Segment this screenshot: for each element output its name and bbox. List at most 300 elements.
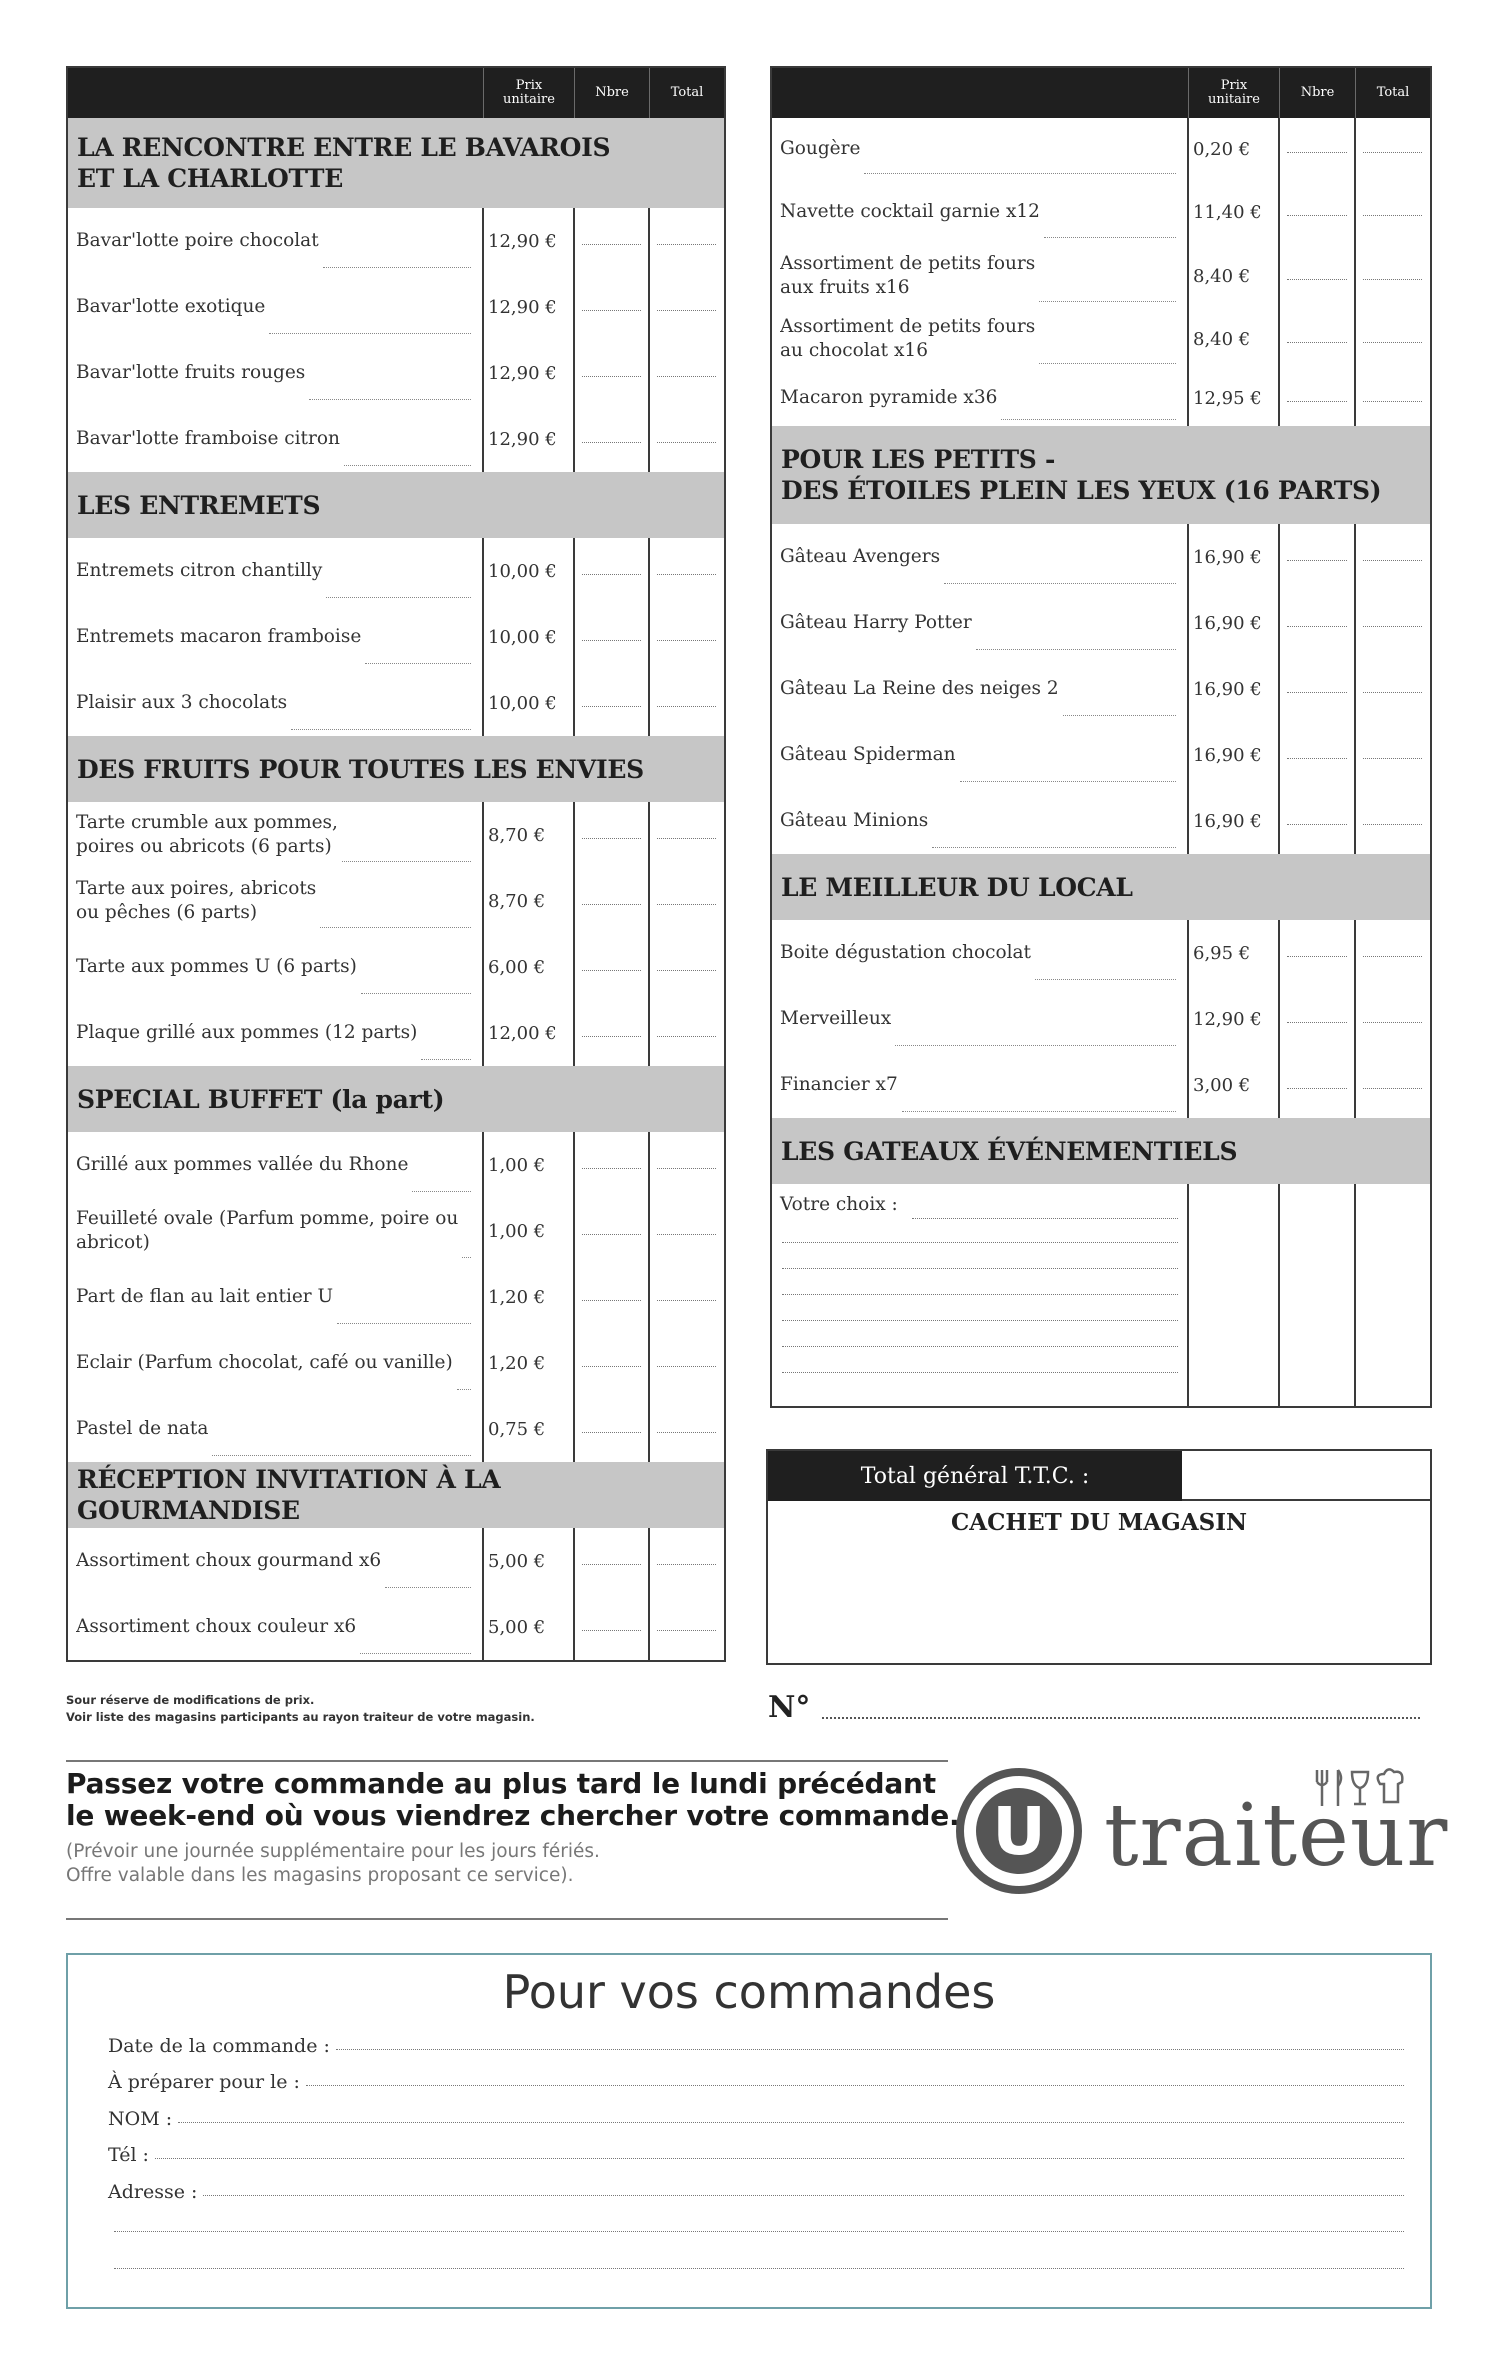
dotted-leader: [895, 1032, 1176, 1046]
unit-price: 5,00 €: [488, 1550, 546, 1572]
item-name-line: Gâteau Minions: [780, 810, 929, 831]
item-name-line: Merveilleux: [780, 1008, 892, 1029]
table-row: [68, 802, 724, 868]
item-name-line: Assortiment choux couleur x6: [76, 1616, 357, 1637]
column-divider: [573, 604, 575, 670]
item-name-line: Assortiment de petits fours: [780, 316, 1036, 337]
column-divider: [648, 274, 650, 340]
quantity-field[interactable]: [1287, 342, 1347, 343]
line-total-field[interactable]: [1363, 824, 1422, 825]
field-input-line[interactable]: [203, 2195, 1404, 2196]
line-total-field[interactable]: [1363, 692, 1422, 693]
column-divider: [1278, 244, 1280, 308]
item-name: [76, 934, 475, 1000]
price-header-line: unitaire: [503, 92, 555, 107]
item-name-line: au chocolat x16: [780, 340, 928, 361]
column-divider: [573, 934, 575, 1000]
quantity-field[interactable]: [582, 574, 641, 575]
table-row: [772, 308, 1430, 370]
order-form-field-extra-line[interactable]: [108, 2246, 1404, 2276]
quantity-field[interactable]: [1287, 956, 1347, 957]
unit-price: 1,20 €: [488, 1352, 546, 1374]
section-title-line: POUR LES PETITS -: [781, 445, 1056, 474]
table-row: [772, 180, 1430, 244]
quantity-field[interactable]: [582, 376, 641, 377]
item-name: [76, 1198, 475, 1264]
column-divider: [1354, 118, 1356, 180]
order-form-field-adresse[interactable]: [108, 2173, 1404, 2203]
unit-price: 1,20 €: [488, 1286, 546, 1308]
section-title-line: SPECIAL BUFFET (la part): [77, 1084, 445, 1114]
line-total-field[interactable]: [657, 310, 716, 311]
column-divider: [1354, 370, 1356, 426]
choice-field[interactable]: [782, 1320, 1178, 1321]
column-divider: [1278, 590, 1280, 656]
dotted-leader: [361, 980, 471, 994]
section-title-line: LES ENTREMETS: [77, 490, 321, 520]
field-input-line[interactable]: [114, 2268, 1404, 2269]
line-total-field[interactable]: [1363, 152, 1422, 153]
quantity-field[interactable]: [582, 1432, 641, 1433]
unit-price: 16,90 €: [1193, 810, 1262, 832]
column-divider: [1354, 244, 1356, 308]
item-name: [76, 604, 475, 670]
line-total-field[interactable]: [1363, 758, 1422, 759]
item-name: [780, 788, 1180, 854]
field-input-line[interactable]: [178, 2122, 1404, 2123]
item-name-line: Pastel de nata: [76, 1418, 209, 1439]
item-name: [76, 1594, 475, 1660]
column-divider: [573, 274, 575, 340]
column-divider: [648, 1198, 650, 1264]
price-header-line: Prix: [515, 78, 543, 93]
table-row: [772, 656, 1430, 722]
column-divider: [573, 538, 575, 604]
item-name-line: Eclair (Parfum chocolat, café ou vanille): [76, 1352, 453, 1373]
column-divider: [573, 1396, 575, 1462]
order-form-field-a-preparer-pour-le[interactable]: [108, 2063, 1404, 2093]
line-total-field[interactable]: [1363, 1088, 1422, 1089]
dotted-leader: [1044, 224, 1176, 238]
quantity-field[interactable]: [1287, 279, 1347, 280]
table-header: [68, 68, 724, 118]
table-row: [68, 1396, 724, 1462]
line-total-field[interactable]: [1363, 626, 1422, 627]
item-name-line: Plaisir aux 3 chocolats: [76, 692, 288, 713]
table-row: [68, 208, 724, 274]
item-name: [76, 274, 475, 340]
line-total-field[interactable]: [1363, 342, 1422, 343]
order-deadline-line: Passez votre commande au plus tard le lundi précédant: [66, 1767, 936, 1800]
dotted-leader: [323, 254, 471, 268]
quantity-field[interactable]: [582, 1366, 641, 1367]
column-divider: [1354, 656, 1356, 722]
logo-letter: U: [976, 1788, 1062, 1874]
field-label: À préparer pour le :: [108, 2071, 300, 2093]
line-total-field[interactable]: [1363, 279, 1422, 280]
quantity-field[interactable]: [1287, 152, 1347, 153]
dotted-leader: [421, 1046, 471, 1060]
line-total-field[interactable]: [657, 706, 716, 707]
column-divider: [573, 802, 575, 868]
item-name-line: Part de flan au lait entier U: [76, 1286, 334, 1307]
column-divider: [1278, 788, 1280, 854]
unit-price: 3,00 €: [1193, 1074, 1251, 1096]
dotted-leader: [320, 914, 471, 928]
item-name: [76, 1264, 475, 1330]
choice-field[interactable]: [912, 1218, 1178, 1219]
dotted-leader: [337, 1310, 471, 1324]
item-name: [76, 406, 475, 472]
choice-field[interactable]: [782, 1268, 1178, 1269]
dotted-leader: [291, 716, 471, 730]
price-notes: [66, 1692, 535, 1726]
column-divider: [573, 1198, 575, 1264]
item-name-line: Plaque grillé aux pommes (12 parts): [76, 1022, 418, 1043]
column-divider: [1354, 1052, 1356, 1118]
item-name-line: abricot): [76, 1232, 150, 1253]
item-name-line: Bavar'lotte exotique: [76, 296, 266, 317]
line-total-field[interactable]: [657, 244, 716, 245]
line-total-field[interactable]: [657, 574, 716, 575]
divider: [66, 1760, 948, 1762]
quantity-field[interactable]: [1287, 758, 1347, 759]
column-divider: [648, 1132, 650, 1198]
unit-price: 11,40 €: [1193, 201, 1262, 223]
line-total-field[interactable]: [657, 904, 716, 905]
column-divider: [1354, 920, 1356, 986]
table-row: [68, 538, 724, 604]
total-column-header: Total: [649, 68, 724, 118]
dotted-leader: [212, 1442, 471, 1456]
section-title-line: RÉCEPTION INVITATION À LA GOURMANDISE: [77, 1465, 501, 1525]
column-divider: [1354, 524, 1356, 590]
column-divider: [648, 934, 650, 1000]
dotted-leader: [902, 1098, 1176, 1112]
line-total-field[interactable]: [657, 1036, 716, 1037]
table-row: [68, 868, 724, 934]
line-total-field[interactable]: [657, 442, 716, 443]
column-divider: [573, 1264, 575, 1330]
dotted-leader: [360, 1640, 471, 1654]
table-row: [68, 1264, 724, 1330]
line-total-field[interactable]: [657, 1168, 716, 1169]
quantity-field[interactable]: [582, 1300, 641, 1301]
column-divider: [1354, 180, 1356, 244]
table-row: [68, 1132, 724, 1198]
order-form-field-nom[interactable]: [108, 2100, 1404, 2130]
field-label: Tél :: [108, 2144, 149, 2166]
u-circle-icon: [956, 1768, 1082, 1894]
column-divider: [1278, 656, 1280, 722]
item-name: [76, 1396, 475, 1462]
quantity-field[interactable]: [582, 310, 641, 311]
quantity-field[interactable]: [582, 1630, 641, 1631]
column-divider: [1354, 308, 1356, 370]
quantity-field[interactable]: [582, 442, 641, 443]
column-divider: [1278, 986, 1280, 1052]
column-divider: [648, 1528, 650, 1594]
order-form-field-date-de-la-commande[interactable]: [108, 2027, 1404, 2057]
choice-label: Votre choix :: [780, 1194, 898, 1215]
dotted-leader: [344, 452, 471, 466]
section-title-line: DES FRUITS POUR TOUTES LES ENVIES: [77, 754, 644, 784]
column-divider: [1278, 722, 1280, 788]
quantity-field[interactable]: [1287, 1022, 1347, 1023]
line-total-field[interactable]: [1363, 1022, 1422, 1023]
column-divider: [648, 538, 650, 604]
qty-column-header: Nbre: [574, 68, 649, 118]
line-total-field[interactable]: [657, 838, 716, 839]
note-line: Voir liste des magasins participants au rayon traiteur de votre magasin.: [66, 1710, 535, 1724]
item-name-line: Macaron pyramide x36: [780, 387, 998, 408]
line-total-field[interactable]: [1363, 560, 1422, 561]
column-divider: [573, 340, 575, 406]
total-box: [766, 1449, 1432, 1665]
column-divider: [573, 1330, 575, 1396]
line-total-field[interactable]: [1363, 956, 1422, 957]
dotted-leader: [412, 1178, 471, 1192]
line-total-field[interactable]: [1363, 401, 1422, 402]
item-name-line: Gâteau Spiderman: [780, 744, 956, 765]
item-name-line: Financier x7: [780, 1074, 898, 1095]
item-name-line: Gâteau Avengers: [780, 546, 941, 567]
line-total-field[interactable]: [1363, 215, 1422, 216]
column-divider: [573, 1000, 575, 1066]
dotted-leader: [326, 584, 471, 598]
column-divider: [648, 670, 650, 736]
column-divider: [1278, 1184, 1280, 1406]
left-price-table: [66, 66, 726, 1662]
line-total-field[interactable]: [657, 970, 716, 971]
section-title-la-rencontre-entre-le-bavarois-et-la-cha: [68, 118, 724, 208]
table-row: [68, 670, 724, 736]
choice-field[interactable]: [782, 1242, 1178, 1243]
unit-price: 12,90 €: [488, 230, 557, 252]
item-name: [76, 538, 475, 604]
section-title-line: DES ÉTOILES PLEIN LES YEUX (16 PARTS): [781, 476, 1382, 505]
dotted-leader: [365, 650, 471, 664]
item-name: [76, 208, 475, 274]
divider: [66, 1918, 948, 1920]
unit-price: 12,90 €: [1193, 1008, 1262, 1030]
choice-field[interactable]: [782, 1372, 1178, 1373]
order-form-field-extra-line[interactable]: [108, 2209, 1404, 2239]
item-name: [76, 1330, 475, 1396]
quantity-field[interactable]: [582, 1168, 641, 1169]
table-row: [68, 604, 724, 670]
line-total-field[interactable]: [657, 1234, 716, 1235]
section-title-les-entremets: [68, 472, 724, 538]
quantity-field[interactable]: [582, 1036, 641, 1037]
quantity-field[interactable]: [582, 904, 641, 905]
column-divider: [648, 406, 650, 472]
quantity-field[interactable]: [582, 970, 641, 971]
section-title-pour-les-petits-des-etoiles-plein-les-ye: [772, 426, 1430, 524]
item-name-line: Boite dégustation chocolat: [780, 942, 1031, 963]
table-row: [68, 1594, 724, 1660]
quantity-field[interactable]: [1287, 560, 1347, 561]
item-name: [780, 118, 1180, 180]
order-note-line: Offre valable dans les magasins proposant ce service).: [66, 1865, 574, 1886]
unit-price: 16,90 €: [1193, 546, 1262, 568]
column-divider: [573, 1528, 575, 1594]
quantity-field[interactable]: [1287, 215, 1347, 216]
price-column-header: [483, 68, 574, 118]
table-row: [772, 1052, 1430, 1118]
line-total-field[interactable]: [657, 376, 716, 377]
store-stamp-label: CACHET DU MAGASIN: [950, 1509, 1248, 1536]
column-divider: [648, 340, 650, 406]
table-row: [772, 986, 1430, 1052]
unit-price: 1,00 €: [488, 1154, 546, 1176]
field-label: NOM :: [108, 2108, 173, 2130]
column-divider: [573, 1132, 575, 1198]
item-name: [76, 802, 475, 868]
custom-choice-area: [772, 1184, 1430, 1406]
unit-price: 8,40 €: [1193, 328, 1251, 350]
column-divider: [573, 868, 575, 934]
section-title-des-fruits-pour-toutes-les-envies: [68, 736, 724, 802]
item-name-line: ou pêches (6 parts): [76, 902, 258, 923]
dotted-leader: [1035, 966, 1176, 980]
line-total-field[interactable]: [657, 640, 716, 641]
item-name: [780, 590, 1180, 656]
unit-price: 6,95 €: [1193, 942, 1251, 964]
cutlery-glass-chef-hat-icon: [1314, 1766, 1410, 1819]
order-form-field-tel[interactable]: [108, 2136, 1404, 2166]
dotted-leader: [1001, 406, 1176, 420]
unit-price: 1,00 €: [488, 1220, 546, 1242]
table-row: [68, 406, 724, 472]
item-name: [780, 308, 1180, 370]
quantity-field[interactable]: [582, 1234, 641, 1235]
item-name: [76, 868, 475, 934]
dotted-leader: [385, 1574, 471, 1588]
item-name: [76, 340, 475, 406]
item-name: [76, 1528, 475, 1594]
item-name-line: Bavar'lotte fruits rouges: [76, 362, 306, 383]
quantity-field[interactable]: [582, 706, 641, 707]
section-title-line: LE MEILLEUR DU LOCAL: [781, 872, 1133, 902]
quantity-field[interactable]: [1287, 626, 1347, 627]
order-deadline-text: [66, 1768, 959, 1832]
order-number-field[interactable]: [822, 1717, 1420, 1719]
dotted-leader: [309, 386, 471, 400]
unit-price: 5,00 €: [488, 1616, 546, 1638]
field-input-line[interactable]: [336, 2049, 1404, 2050]
section-title-le-meilleur-du-local: [772, 854, 1430, 920]
table-row: [68, 274, 724, 340]
table-row: [772, 590, 1430, 656]
quantity-field[interactable]: [582, 244, 641, 245]
item-name-line: Tarte aux pommes U (6 parts): [76, 956, 357, 977]
table-row: [772, 920, 1430, 986]
quantity-field[interactable]: [1287, 692, 1347, 693]
quantity-field[interactable]: [582, 640, 641, 641]
unit-price: 16,90 €: [1193, 744, 1262, 766]
quantity-field[interactable]: [582, 838, 641, 839]
unit-price: 10,00 €: [488, 560, 557, 582]
dotted-leader: [864, 160, 1176, 174]
quantity-field[interactable]: [582, 1564, 641, 1565]
dotted-leader: [1063, 702, 1176, 716]
unit-price: 12,90 €: [488, 296, 557, 318]
line-total-field[interactable]: [657, 1300, 716, 1301]
order-number-label: N°: [768, 1690, 811, 1725]
order-form-title: Pour vos commandes: [502, 1965, 996, 2019]
column-divider: [1278, 920, 1280, 986]
column-divider: [573, 208, 575, 274]
table-row: [68, 1198, 724, 1264]
unit-price: 12,95 €: [1193, 387, 1262, 409]
column-divider: [1278, 180, 1280, 244]
item-name-line: Gougère: [780, 138, 861, 159]
unit-price: 10,00 €: [488, 692, 557, 714]
dotted-leader: [1039, 288, 1176, 302]
column-divider: [1354, 986, 1356, 1052]
field-label: Date de la commande :: [108, 2035, 330, 2057]
quantity-field[interactable]: [1287, 824, 1347, 825]
line-total-field[interactable]: [657, 1432, 716, 1433]
dotted-leader: [960, 768, 1176, 782]
quantity-field[interactable]: [1287, 401, 1347, 402]
unit-price: 12,90 €: [488, 428, 557, 450]
field-input-line[interactable]: [306, 2085, 1404, 2086]
price-header-line: unitaire: [1208, 92, 1260, 107]
table-row: [68, 340, 724, 406]
line-total-field[interactable]: [657, 1630, 716, 1631]
total-column-header: Total: [1355, 68, 1430, 118]
column-divider: [1278, 524, 1280, 590]
column-divider: [1278, 118, 1280, 180]
table-row: [772, 118, 1430, 180]
choice-field[interactable]: [782, 1346, 1178, 1347]
item-name-line: Assortiment choux gourmand x6: [76, 1550, 382, 1571]
dotted-leader: [269, 320, 471, 334]
quantity-field[interactable]: [1287, 1088, 1347, 1089]
table-row: [68, 1528, 724, 1594]
price-column-header: [1188, 68, 1279, 118]
dotted-leader: [932, 834, 1176, 848]
column-divider: [648, 1396, 650, 1462]
column-divider: [1278, 1052, 1280, 1118]
column-divider: [648, 208, 650, 274]
total-value-field[interactable]: [1182, 1499, 1430, 1501]
dotted-leader: [462, 1244, 471, 1258]
item-name: [76, 670, 475, 736]
field-input-line[interactable]: [155, 2158, 1404, 2159]
table-row: [772, 788, 1430, 854]
line-total-field[interactable]: [657, 1564, 716, 1565]
choice-field[interactable]: [782, 1294, 1178, 1295]
order-note-line: (Prévoir une journée supplémentaire pour les jours fériés.: [66, 1841, 600, 1862]
unit-price: 16,90 €: [1193, 678, 1262, 700]
price-header-line: Prix: [1220, 78, 1248, 93]
item-name-line: Assortiment de petits fours: [780, 253, 1036, 274]
table-row: [772, 524, 1430, 590]
table-row: [68, 1000, 724, 1066]
section-title-special-buffet-la-part: [68, 1066, 724, 1132]
line-total-field[interactable]: [657, 1366, 716, 1367]
field-input-line[interactable]: [114, 2231, 1404, 2232]
table-row: [772, 244, 1430, 308]
item-name-line: poires ou abricots (6 parts): [76, 836, 332, 857]
item-name-line: aux fruits x16: [780, 277, 910, 298]
dotted-leader: [944, 570, 1176, 584]
column-divider: [648, 1000, 650, 1066]
item-name-line: Gâteau Harry Potter: [780, 612, 972, 633]
